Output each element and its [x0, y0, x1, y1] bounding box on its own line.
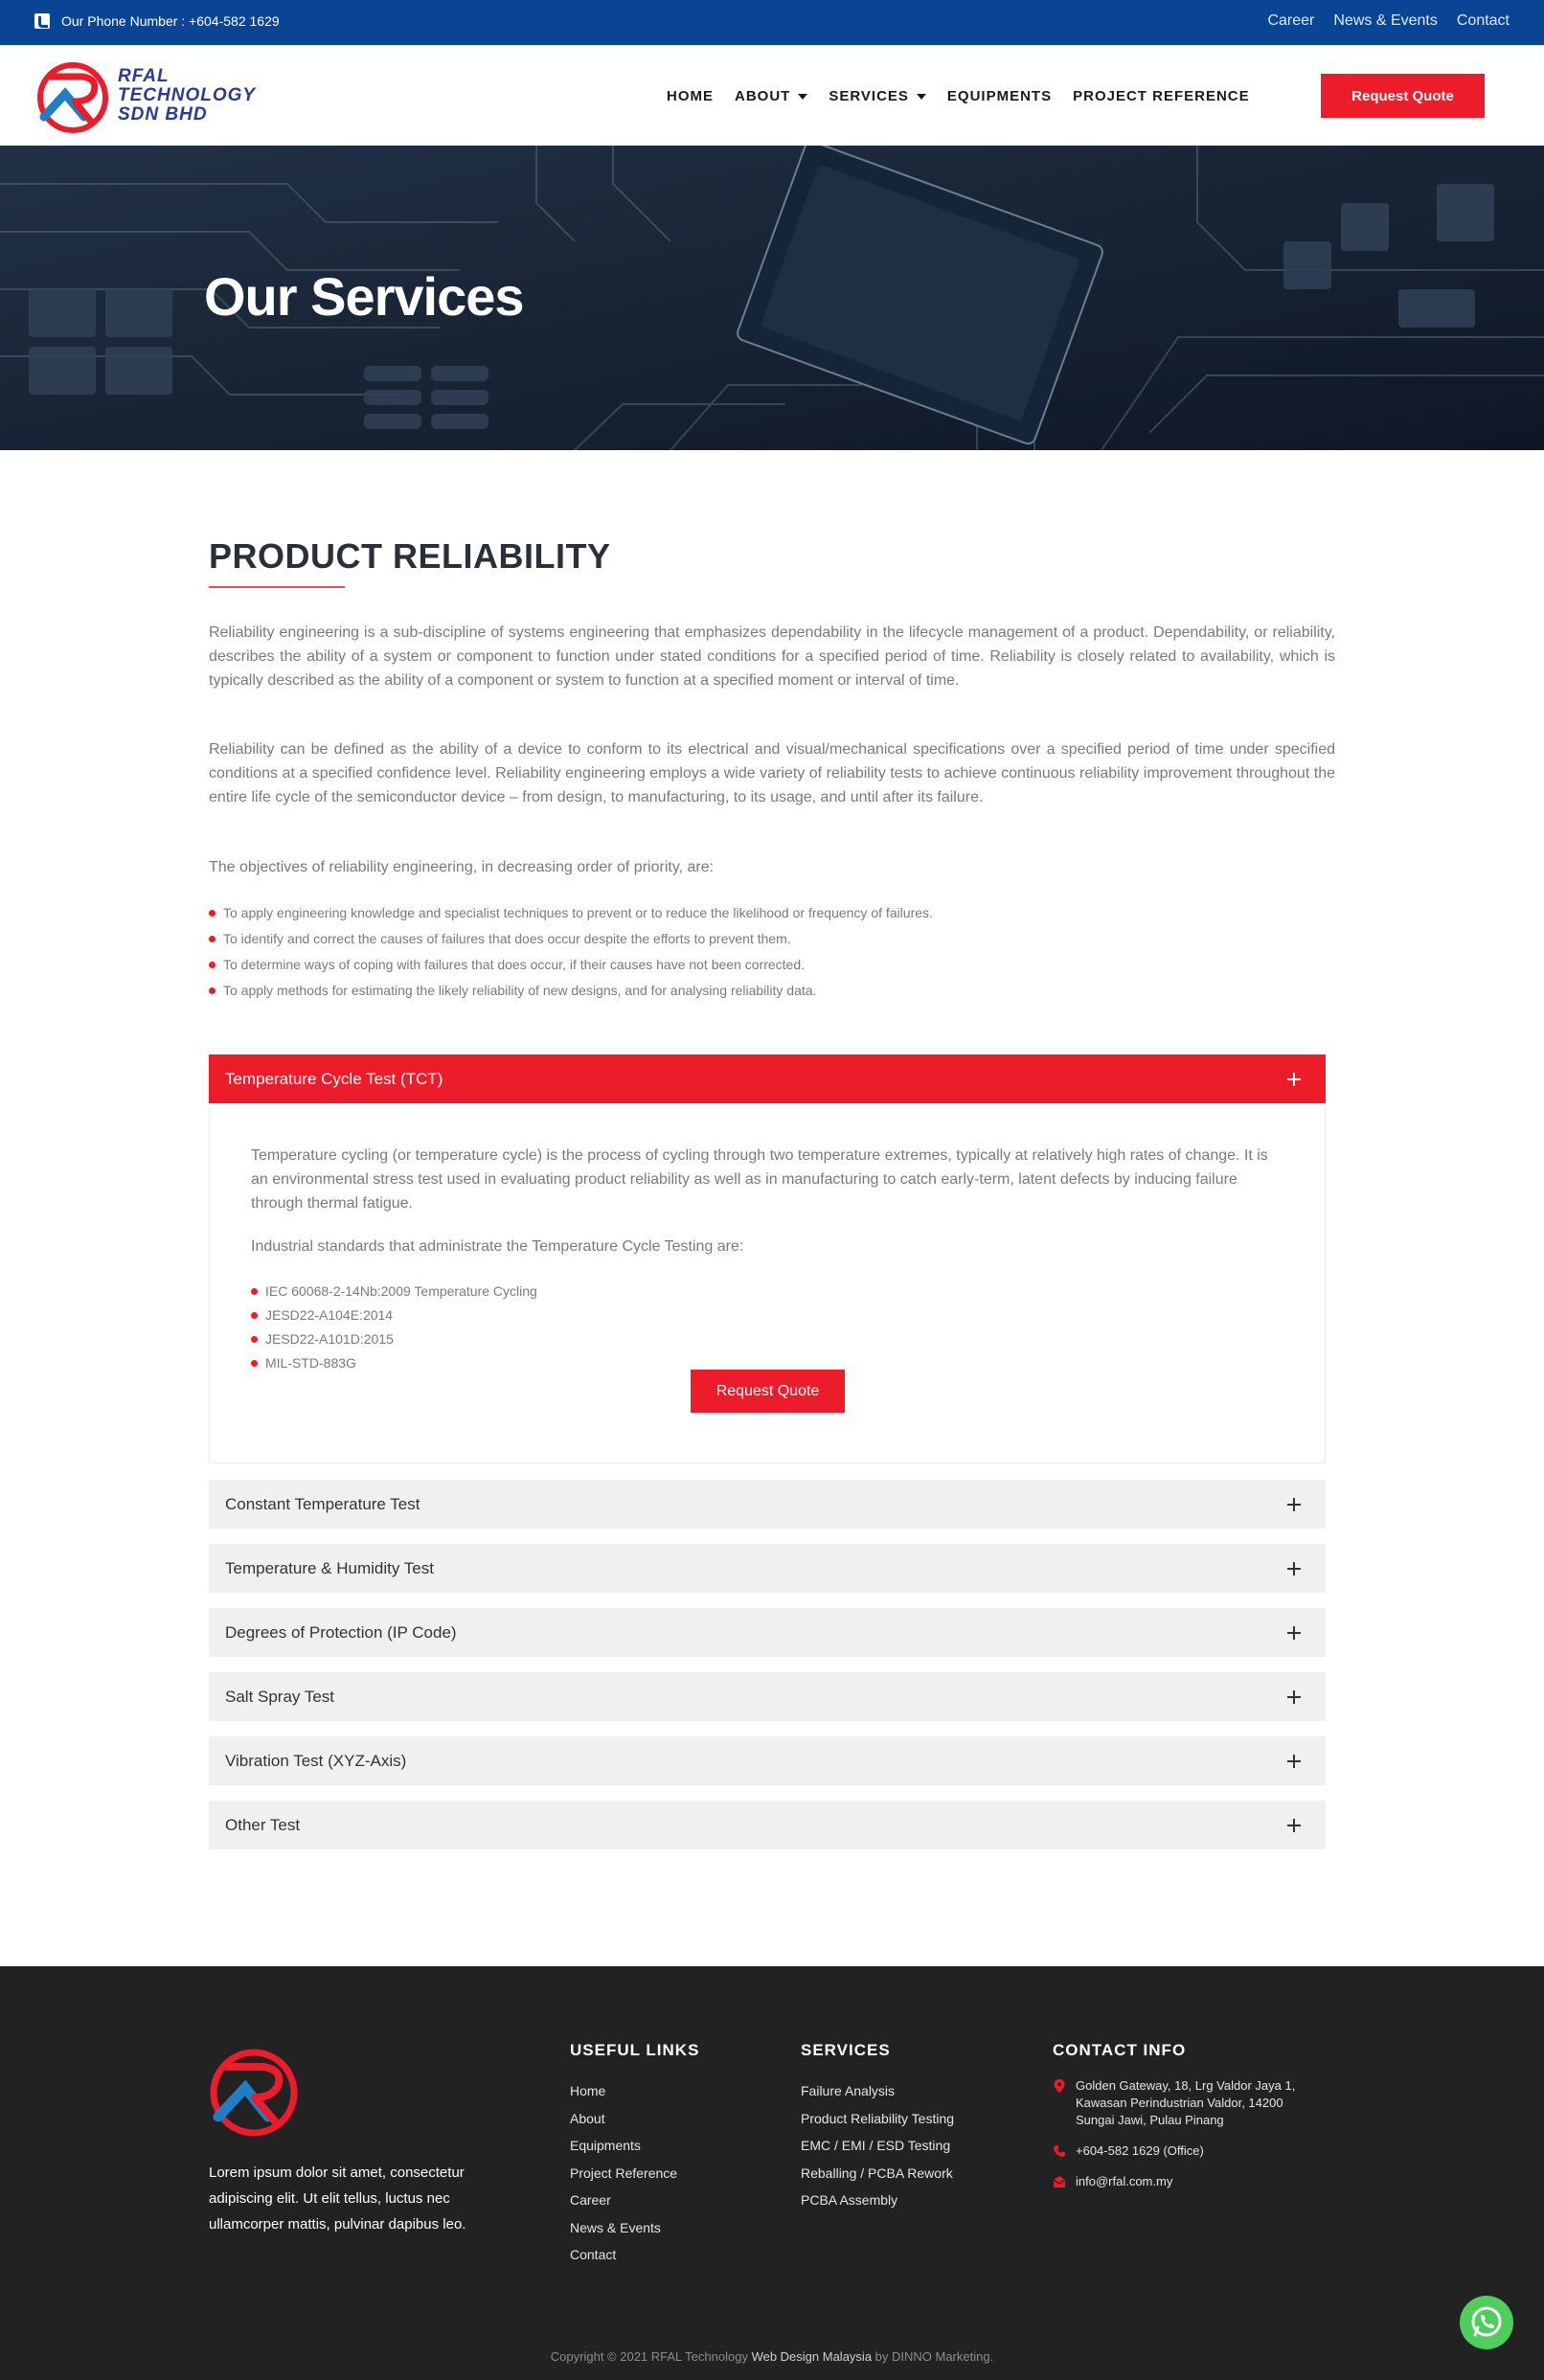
accordion-ip-code[interactable]: [209, 1608, 1326, 1657]
footer-about-text: Lorem ipsum dolor sit amet, consectetur adipiscing elit. Ut elit tellus, luctus nec ullamcorper mattis, pulvinar dapibus leo.: [209, 2165, 466, 2233]
accordion-tct-title: Temperature Cycle Test (TCT): [225, 1069, 443, 1088]
footer-link-news-events[interactable]: News & Events: [570, 2219, 661, 2235]
objectives-list: [209, 900, 933, 1004]
footer-logo-icon[interactable]: [209, 2048, 299, 2138]
phone-icon: [1053, 2144, 1066, 2158]
nav-services[interactable]: [829, 88, 926, 104]
accordion-temperature-humidity[interactable]: [209, 1544, 1326, 1593]
footer-link-equipments[interactable]: Equipments: [570, 2138, 641, 2153]
footer-service-emc-testing[interactable]: EMC / EMI / ESD Testing: [801, 2138, 951, 2153]
list-item: JESD22-A101D:2015: [251, 1327, 537, 1351]
header-request-quote-button[interactable]: Request Quote: [1321, 74, 1485, 118]
nav-project-reference[interactable]: [1073, 88, 1250, 104]
plus-icon: [1287, 1498, 1301, 1511]
footer-link-career[interactable]: Career: [570, 2192, 611, 2208]
address-text: Golden Gateway, 18, Lrg Valdor Jaya 1, Kawasan Perindustrian Valdor, 14200 Sungai Jawi, Pulau Pinang: [1076, 2078, 1296, 2127]
accordion-item-label: Degrees of Protection (IP Code): [225, 1622, 457, 1642]
logo-text: [118, 67, 256, 125]
nav-home-label: HOME: [667, 88, 714, 104]
logo-mark-icon: [36, 59, 113, 136]
intro-paragraph-2: Reliability can be defined as the ability of a device to conform to its electrical and visual/mechanical specifications over a specified period of time under specified conditions at a specified confidence level. Reliability engineering employs a wide variety of reliability tests to achieve continuous reliability improvement throughout the entire life cycle of the semiconductor device – from design, to manufacturing, to its usage, and until after its failure.: [209, 741, 1335, 805]
accordion-constant-temperature[interactable]: [209, 1480, 1326, 1529]
nav-project-reference-label: PROJECT REFERENCE: [1073, 88, 1250, 104]
accordion-item-label: Temperature & Humidity Test: [225, 1558, 434, 1577]
services-heading: SERVICES: [801, 2041, 891, 2059]
phone-info: [34, 13, 280, 29]
plus-icon: [1287, 1755, 1301, 1768]
whatsapp-button[interactable]: [1460, 2296, 1513, 2349]
accordion-item-label: Vibration Test (XYZ-Axis): [225, 1751, 407, 1770]
nav-services-label: SERVICES: [829, 88, 909, 104]
plus-icon: [1287, 1819, 1301, 1832]
caret-down-icon: [798, 94, 807, 100]
logo-line-1: RFAL: [118, 66, 170, 86]
accordion-tct-panel: [209, 1103, 1326, 1463]
footer-contact-info: [1053, 2041, 1302, 2204]
whatsapp-icon: [1460, 2296, 1513, 2349]
footer-service-pcba-assembly[interactable]: PCBA Assembly: [801, 2192, 898, 2208]
main-nav: [667, 88, 1250, 104]
tct-description: Temperature cycling (or temperature cycle) is the process of cycling through two temperature extremes, typically at relatively high rates of change. It is an environmental stress test used in evaluating product reliability as well as in manufacturing to catch early-term, latent defects by inducing failure through thermal fatigue.: [251, 1147, 1268, 1212]
footer-service-product-reliability[interactable]: Product Reliability Testing: [801, 2110, 955, 2126]
list-item: To determine ways of coping with failures that does occur, if their causes have not been corrected.: [209, 952, 933, 978]
list-item: JESD22-A104E:2014: [251, 1303, 537, 1327]
hero-banner: [0, 146, 1544, 450]
plus-icon: [1287, 1562, 1301, 1575]
mail-icon: [1053, 2175, 1066, 2188]
site-footer: [0, 1966, 1544, 2380]
tct-request-quote-button[interactable]: Request Quote: [691, 1370, 845, 1413]
nav-equipments[interactable]: [947, 88, 1052, 104]
site-logo[interactable]: [36, 59, 285, 136]
footer-email: [1053, 2173, 1302, 2190]
accordion-item-label: Constant Temperature Test: [225, 1494, 420, 1513]
section-title: PRODUCT RELIABILITY: [209, 536, 611, 576]
footer-link-contact[interactable]: Contact: [570, 2247, 617, 2262]
contact-heading: CONTACT INFO: [1053, 2041, 1187, 2059]
top-link-career[interactable]: Career: [1267, 12, 1315, 29]
footer-phone: [1053, 2142, 1302, 2160]
nav-about[interactable]: [735, 88, 807, 104]
accordion-vibration[interactable]: [209, 1736, 1326, 1785]
phone-icon: [34, 13, 50, 29]
plus-icon: [1287, 1073, 1301, 1086]
nav-home[interactable]: [667, 88, 714, 104]
top-link-contact[interactable]: Contact: [1456, 12, 1510, 29]
site-header: [0, 45, 1544, 146]
map-pin-icon: [1053, 2079, 1066, 2093]
copyright-credit: by DINNO Marketing.: [872, 2349, 994, 2364]
list-item: MIL-STD-883G: [251, 1351, 537, 1375]
list-item: To apply methods for estimating the likely reliability of new designs, and for analysing reliability data.: [209, 978, 933, 1004]
footer-useful-links: [570, 2041, 699, 2269]
footer-services: [801, 2041, 954, 2214]
web-design-link[interactable]: Web Design Malaysia: [751, 2349, 873, 2364]
list-item: To identify and correct the causes of failures that does occur despite the efforts to prevent them.: [209, 926, 933, 952]
top-bar: [0, 0, 1544, 45]
nav-equipments-label: EQUIPMENTS: [946, 88, 1053, 104]
objectives-intro: The objectives of reliability engineering, in decreasing order of priority, are:: [209, 859, 715, 875]
list-item: IEC 60068-2-14Nb:2009 Temperature Cycling: [251, 1280, 537, 1303]
top-links: [1267, 12, 1510, 30]
tct-standards-list: [251, 1280, 537, 1375]
logo-line-2: TECHNOLOGY: [118, 85, 257, 105]
useful-links-heading: USEFUL LINKS: [570, 2041, 700, 2059]
accordion-salt-spray[interactable]: [209, 1672, 1326, 1721]
footer-link-home[interactable]: Home: [570, 2083, 606, 2098]
list-item: To apply engineering knowledge and specialist techniques to prevent or to reduce the likelihood or frequency of failures.: [209, 900, 933, 926]
phone-number-text[interactable]: +604-582 1629 (Office): [1076, 2143, 1204, 2158]
tct-standards-intro: Industrial standards that administrate the Temperature Cycle Testing are:: [251, 1238, 744, 1255]
footer-address: [1053, 2077, 1302, 2129]
top-link-news-events[interactable]: News & Events: [1333, 12, 1438, 29]
logo-line-3: SDN BHD: [118, 104, 208, 125]
plus-icon: [1287, 1626, 1301, 1640]
accordion-tct-header[interactable]: [209, 1054, 1326, 1103]
footer-service-failure-analysis[interactable]: Failure Analysis: [801, 2083, 896, 2098]
accordion-other-test[interactable]: [209, 1801, 1326, 1849]
hero-title: Our Services: [204, 266, 524, 327]
accordion-item-label: Salt Spray Test: [225, 1687, 335, 1706]
intro-paragraph-1: Reliability engineering is a sub-discipline of systems engineering that emphasizes dependability in the lifecycle management of a product. Dependability, or reliability, describes the ability of a system or component to function under stated conditions for a specified period of time. Reliability is closely related to availability, which is typically described as the ability of a component or system to function at a specified moment or interval of time.: [209, 624, 1335, 689]
accordion-item-label: Other Test: [225, 1815, 301, 1834]
nav-about-label: ABOUT: [735, 88, 791, 104]
caret-down-icon: [917, 94, 926, 100]
title-underline: [209, 586, 345, 588]
copyright: [0, 2349, 1544, 2364]
footer-service-reballing[interactable]: Reballing / PCBA Rework: [801, 2165, 953, 2181]
plus-icon: [1287, 1690, 1301, 1704]
phone-text: Our Phone Number : +604-582 1629: [61, 13, 280, 29]
email-text[interactable]: info@rfal.com.my: [1076, 2174, 1173, 2188]
footer-link-project-reference[interactable]: Project Reference: [570, 2165, 678, 2181]
copyright-text: Copyright © 2021 RFAL Technology: [550, 2349, 752, 2364]
footer-link-about[interactable]: About: [570, 2110, 605, 2126]
